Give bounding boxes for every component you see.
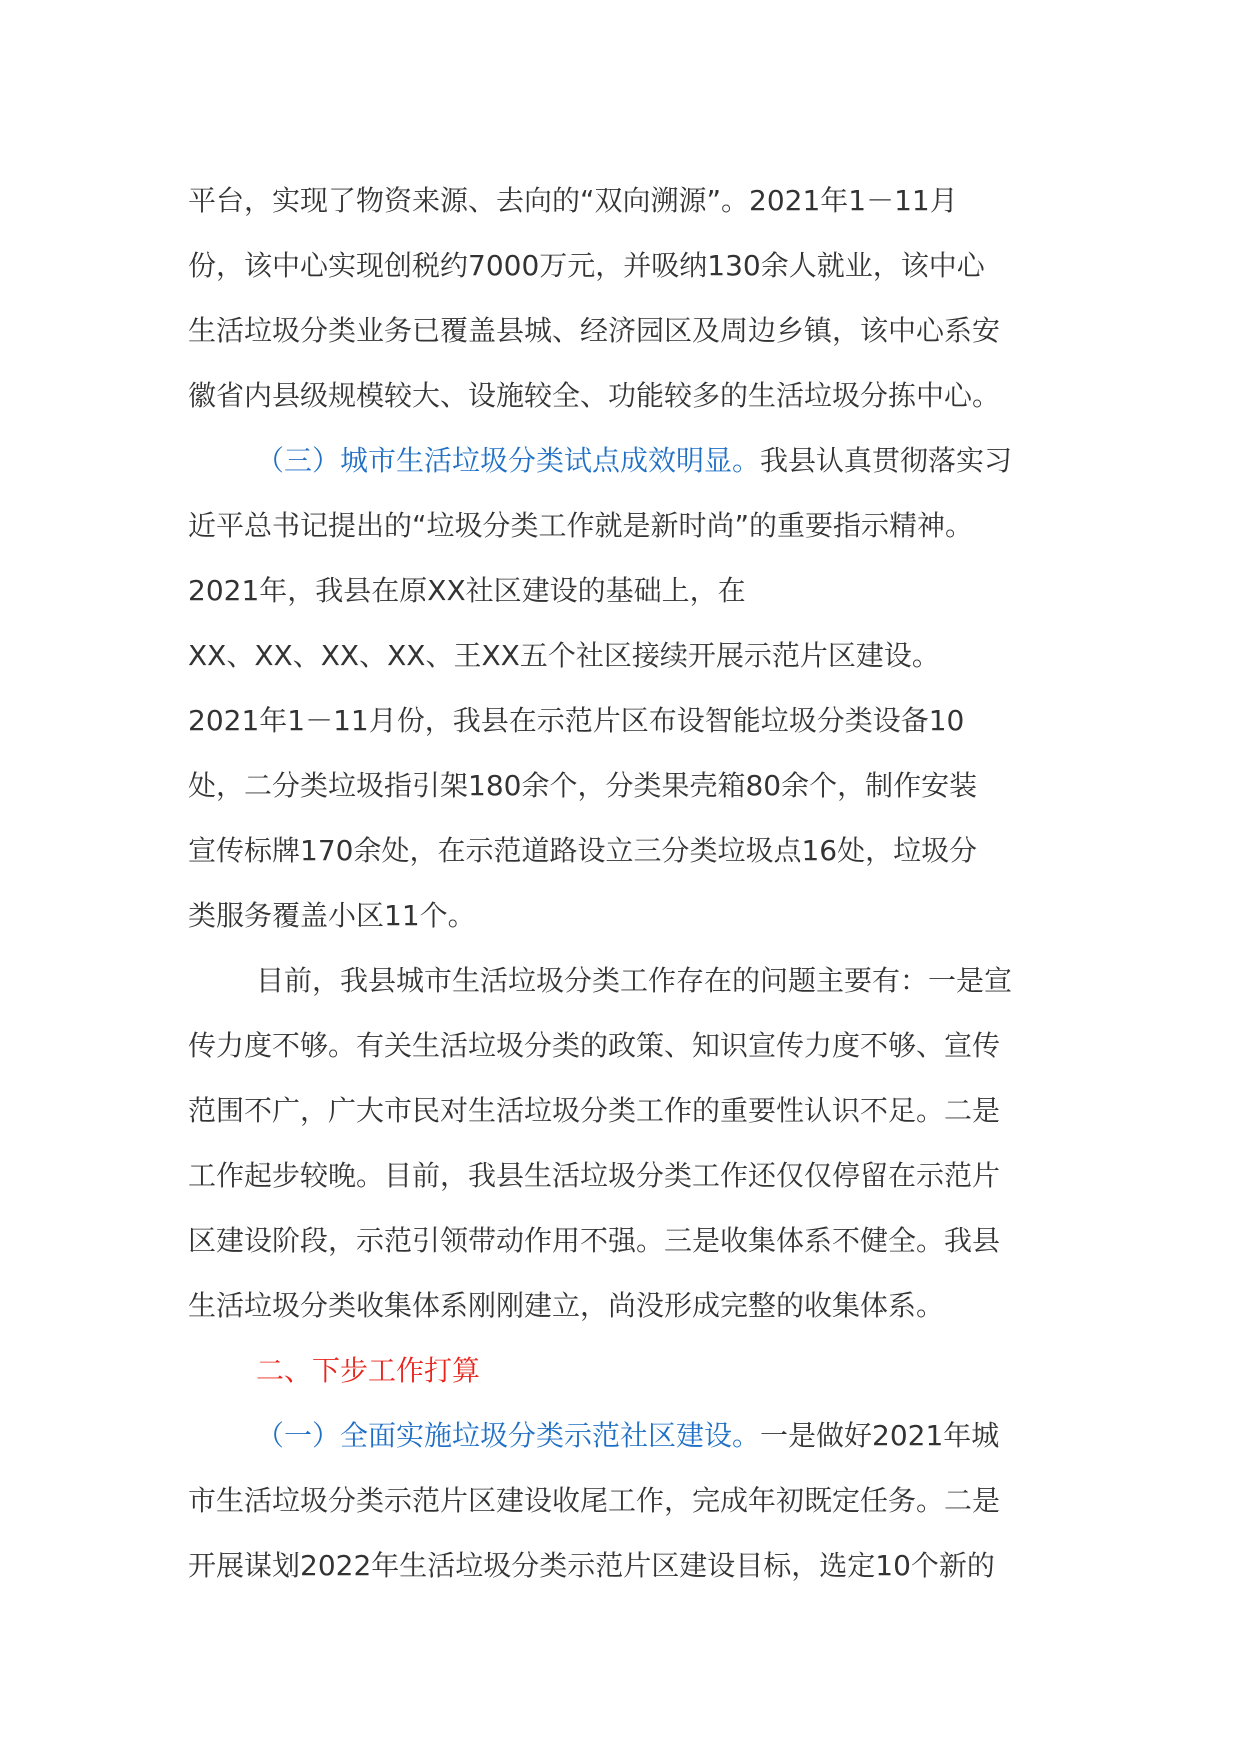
line-text: 范围不广，广大市民对生活垃圾分类工作的重要性认识不足。二是 xyxy=(188,1094,1001,1127)
line-text: 工作起步较晚。目前，我县生活垃圾分类工作还仅仅停留在示范片 xyxy=(188,1159,1001,1192)
line-text: 近平总书记提出的“垃圾分类工作就是新时尚”的重要指示精神。 xyxy=(188,509,974,542)
paragraph-line xyxy=(188,363,1058,428)
section-heading-line xyxy=(188,1338,1058,1403)
paragraph-line xyxy=(188,1143,1058,1208)
line-text: 区建设阶段，示范引领带动作用不强。三是收集体系不健全。我县 xyxy=(188,1224,1001,1257)
paragraph-line xyxy=(188,1468,1058,1533)
paragraph-line xyxy=(188,688,1058,753)
line-text: 生活垃圾分类收集体系刚刚建立，尚没形成完整的收集体系。 xyxy=(188,1289,945,1322)
line-text: 2021年，我县在原XX社区建设的基础上，在 xyxy=(188,574,746,607)
paragraph-line xyxy=(188,623,1058,688)
document-body xyxy=(188,168,1058,1598)
paragraph-line xyxy=(188,168,1058,233)
line-text: 徽省内县级规模较大、设施较全、功能较多的生活垃圾分拣中心。 xyxy=(188,379,1001,412)
paragraph-line xyxy=(188,1208,1058,1273)
paragraph-line xyxy=(188,948,1058,1013)
subheading-3: （三）城市生活垃圾分类试点成效明显。 xyxy=(256,444,761,477)
paragraph-line xyxy=(188,1403,1058,1468)
paragraph-line xyxy=(188,233,1058,298)
line-text: 我县认真贯彻落实习 xyxy=(760,444,1013,477)
line-text: 2021年1－11月份，我县在示范片区布设智能垃圾分类设备10 xyxy=(188,704,965,737)
line-text: 目前，我县城市生活垃圾分类工作存在的问题主要有：一是宣 xyxy=(256,964,1013,997)
paragraph-line xyxy=(188,1078,1058,1143)
paragraph-line xyxy=(188,1533,1058,1598)
line-text: 类服务覆盖小区11个。 xyxy=(188,899,476,932)
paragraph-line xyxy=(188,298,1058,363)
paragraph-line xyxy=(188,493,1058,558)
line-text: 宣传标牌170余处，在示范道路设立三分类垃圾点16处，垃圾分 xyxy=(188,834,978,867)
paragraph-line xyxy=(188,1013,1058,1078)
line-text: 市生活垃圾分类示范片区建设收尾工作，完成年初既定任务。二是 xyxy=(188,1484,1001,1517)
line-text: 平台，实现了物资来源、去向的“双向溯源”。2021年1－11月 xyxy=(188,184,958,217)
subheading-1: （一）全面实施垃圾分类示范社区建设。 xyxy=(256,1419,761,1452)
line-text: XX、XX、XX、XX、王XX五个社区接续开展示范片区建设。 xyxy=(188,639,940,672)
paragraph-line xyxy=(188,883,1058,948)
line-text: 一是做好2021年城 xyxy=(760,1419,1000,1452)
section-heading-2: 二、下步工作打算 xyxy=(256,1354,481,1387)
line-text: 处，二分类垃圾指引架180余个，分类果壳箱80余个，制作安装 xyxy=(188,769,978,802)
paragraph-line xyxy=(188,558,1058,623)
paragraph-line xyxy=(188,753,1058,818)
paragraph-line xyxy=(188,818,1058,883)
line-text: 开展谋划2022年生活垃圾分类示范片区建设目标，选定10个新的 xyxy=(188,1549,995,1582)
line-text: 生活垃圾分类业务已覆盖县城、经济园区及周边乡镇，该中心系安 xyxy=(188,314,1001,347)
paragraph-line xyxy=(188,428,1058,493)
paragraph-line xyxy=(188,1273,1058,1338)
line-text: 份，该中心实现创税约7000万元，并吸纳130余人就业，该中心 xyxy=(188,249,985,282)
line-text: 传力度不够。有关生活垃圾分类的政策、知识宣传力度不够、宣传 xyxy=(188,1029,1001,1062)
